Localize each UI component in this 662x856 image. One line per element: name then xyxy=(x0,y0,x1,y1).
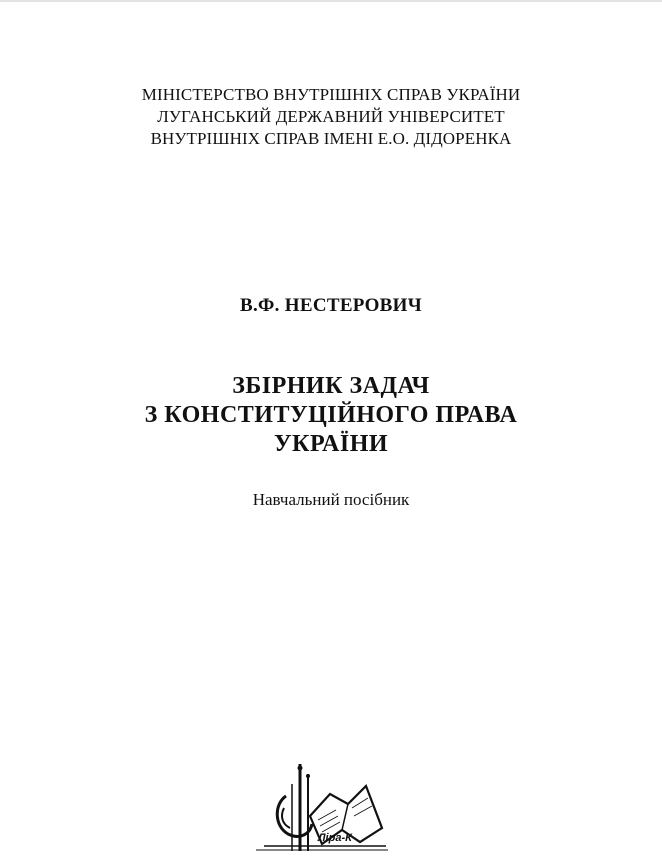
book-subtitle: Навчальний посібник xyxy=(252,490,410,509)
book-title-line-1: ЗБІРНИК ЗАДАЧ xyxy=(232,373,430,399)
institution-line-1: МІНІСТЕРСТВО ВНУТРІШНІХ СПРАВ УКРАЇНИ xyxy=(141,85,521,104)
lyre-book-logo-icon xyxy=(256,764,388,851)
page-top-edge xyxy=(0,0,662,2)
author-name: В.Ф. НЕСТЕРОВИЧ xyxy=(240,295,422,316)
institution-line-2: ЛУГАНСЬКИЙ ДЕРЖАВНИЙ УНІВЕРСИТЕТ xyxy=(157,107,505,126)
institution-header xyxy=(0,84,662,150)
institution-line-3: ВНУТРІШНІХ СПРАВ ІМЕНІ Е.О. ДІДОРЕНКА xyxy=(150,129,512,148)
book-title-line-3: УКРАЇНИ xyxy=(273,431,389,457)
book-title-line-2: З КОНСТИТУЦІЙНОГО ПРАВА xyxy=(144,402,518,428)
book-title xyxy=(0,372,662,459)
publisher-logo-text: Ліра-К xyxy=(318,832,352,844)
